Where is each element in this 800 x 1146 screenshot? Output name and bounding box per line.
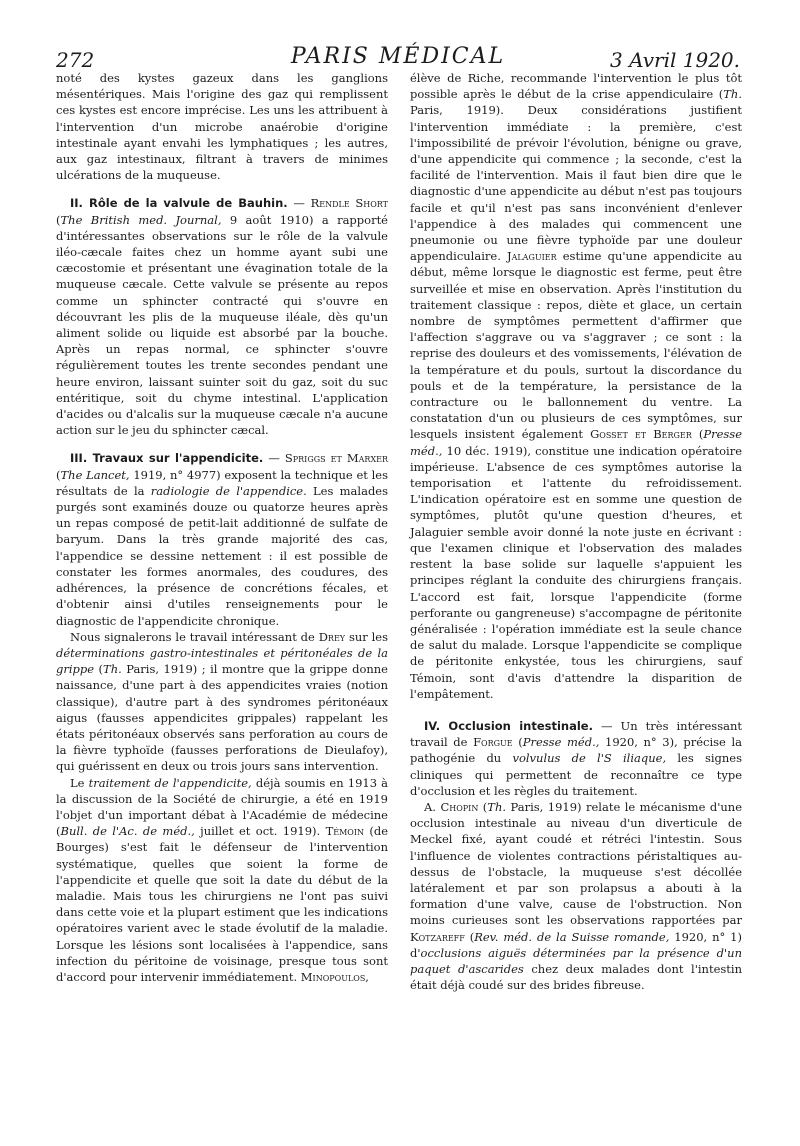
- section-2-title: II. Rôle de la valvule de Bauhin.: [70, 196, 288, 211]
- body-text: Paris, 1919) relate le mécanisme d'une occlusion intestinale au niveau d'un diverticule de Meckel fixé, ayant coudé et rétréci l'intestin. Sous l'influence de violentes contractions péristaltiques au-dessus de l'obstacle, la muqueuse s'est décollée latéralement et par son prolapsus a abouti à la formation d'une valve, cause de l'obstruction. Non moins curieuses sont les observations rapportées par: [410, 799, 742, 928]
- author-name: Témoin: [325, 824, 364, 839]
- author-name: Drey: [318, 629, 346, 644]
- author-name: Gosset et Berger: [590, 427, 692, 442]
- section-4-title: IV. Occlusion intestinale.: [424, 718, 593, 733]
- journal-ref: Presse méd.,: [410, 427, 742, 458]
- body-text: Paris, 1919). Deux considérations justifient l'intervention immédiate : la première, c'est l'impossibilité de prévoir l'évolution, bénigne ou grave, d'une appendicite qui commence ; la seconde, c'est la facilité de l'intervention. Mais il faut bien dire que le diagnostic d'une appendicite au début n'est pas toujours facile et qu'il n'est pas sans inconvénient d'enlever l'appendice à des malades qui commencent une pneumonie ou une fièvre typhoïde par une douleur appendiculaire.: [410, 103, 742, 264]
- author-name: Spriggs et Marxer: [284, 451, 388, 466]
- section-2-paragraph: II. Rôle de la valvule de Bauhin. — Rendle Short (The British med. Journal, 9 août 1910) a rapporté d'intéressantes observations sur le rôle de la valvule iléo-cæcale faites chez un homme ayant subi une cæcostomie et présentant une évagination totale de la muqueuse cæcale. Cette valvule se présente au repos comme un sphincter contracté qui s'ouvre en découvrant les plis de la muqueuse iléale, dès qu'un aliment solide ou liquide est absorbé par la bouche. Après un repas normal, ce sphincter s'ouvre régulièrement toutes les trente secondes pendant une heure environ, laissant suinter soit du gaz, soit du suc entéritique, soit du chyme intestinal. L'application d'acides ou d'alcalis sur la muqueuse cæcale n'a aucune action sur le jeu du sphincter cæcal.: [56, 196, 389, 438]
- section-3-title: III. Travaux sur l'appendicite.: [70, 451, 264, 466]
- author-name: Rendle Short: [310, 196, 389, 211]
- thesis-ref: Th.: [487, 799, 507, 814]
- treatment-paragraph: [56, 775, 388, 986]
- left-column: [56, 70, 388, 985]
- body-text: (de Bourges) s'est fait le défenseur de l'intervention systématique, quelles que soient la forme de l'appendicite et quelle que soit la date du début de la maladie. Mais tous les chirurgiens ne l'ont pas suivi dans cette voie et la plupart estiment que les indications opératoires varient avec le stade évolutif de la maladie. Lorsque les lésions sont localisées à l'appendice, sans infection du péritoine de voisinage, presque tous sont d'accord pour intervenir immédiatement.: [56, 824, 389, 984]
- body-text: juillet et oct. 1919).: [200, 824, 321, 839]
- chopin-paragraph: A. Chopin (Th. Paris, 1919) relate le mécanisme d'une occlusion intestinale au niveau d'un diverticule de Meckel fixé, ayant coudé et rétréci l'intestin. Sous l'influence de violentes contractions péristaltiques au-dessus de l'obstacle, la muqueuse s'est décollée latéralement et par son prolapsus a abouti à la formation d'une valve, cause de l'obstruction. Non moins curieuses sont les observations rapportées par Kotzareff (Rev. méd. de la Suisse romande, 1920, n° 1) d'occlusions aiguës déterminées par la présence d'un paquet d'ascarides chez deux malades dont l'intestin était déjà coudé sur des brides fibreuse.: [410, 799, 743, 993]
- topic-ref: occlusions aiguës déterminées par la présence d'un paquet d'ascarides: [410, 945, 742, 976]
- author-name: Forgue: [473, 735, 513, 750]
- thesis-ref: Th.: [723, 87, 742, 102]
- body-text: déjà soumis en 1913 à la discussion de la Société de chirurgie, a été en 1919 l'objet d'un important débat à l'Académie de médecine (: [56, 775, 389, 839]
- body-text: Un très intéressant travail de: [410, 718, 742, 750]
- drey-paragraph: Nous signalerons le travail intéressant de Drey sur les déterminations gastro-intestinales et péritonéales de la grippe (Th. Paris, 1919) ; il montre que la grippe donne naissance, d'une part à des appendicites vraies (notion classique), d'autre part à des syndromes péritonéaux aigus (fausses appendicites grippales) rappelant les états péritonéaux observés sans perforation au cours de la fièvre typhoïde (fausses perforations de Dieulafoy), qui guérissent en deux ou trois jours sans intervention.: [56, 629, 388, 774]
- body-text: 1920, n° 3), précise la pathogénie du: [410, 735, 742, 766]
- body-text: sur les: [348, 629, 388, 644]
- journal-title: PARIS MÉDICAL: [290, 44, 506, 69]
- continued-paragraph: élève de Riche, recommande l'intervention le plus tôt possible après le début de la crise appendiculaire (Th. Paris, 1919). Deux considérations justifient l'intervention immédiate : la première, c'est l'impossibilité de prévoir l'évolution, bénigne ou grave, d'une appendicite qui commence ; la seconde, c'est la facilité de l'intervention. Mais il faut bien dire que le diagnostic d'une appendicite au début n'est pas toujours facile et qu'il n'est pas sans inconvénient d'enlever l'appendice à des malades qui commencent une pneumonie ou une fièvre typhoïde par une douleur appendiculaire. Jalaguier estime qu'une appendicite au début, même lorsque le diagnostic est ferme, peut être surveillée et mise en observation. Après l'institution du traitement classique : repos, diète et glace, un certain nombre de symptômes permettent d'affirmer que l'affection s'aggrave ou va s'aggraver ; ce sont : la reprise des douleurs et des vomissements, l'élévation de la température et du pouls, surtout la discordance du pouls et de la température, la persistance de la contracture ou le ballonnement du ventre. La constatation d'un ou plusieurs de ces symptômes, sur lesquels insistent également Gosset et Berger (Presse méd., 10 déc. 1919), constitue une indication opératoire impérieuse. L'absence de ces symptômes autorise la temporisation et l'attente du refroidissement. L'indication opératoire est en somme une question de symptômes, plutôt qu'une question d'heures, et Jalaguier semble avoir donné la note juste en écrivant : que l'examen clinique et l'observation des malades restent la base solide sur laquelle s'appuient les principes réglant la conduite des chirurgiens français. L'accord est fait, lorsque l'appendicite (forme perforante ou gangreneuse) s'accompagne de péritonite généralisée : l'opération immédiate est la seule chance de salut du malade. Lorsque l'appendicite se complique de péritonite enkystée, tous les chirurgiens, sauf Témoin, sont d'avis d'attendre la disparition de l'empâtement.: [410, 71, 743, 701]
- thesis-ref: Th.: [103, 662, 122, 677]
- topic-ref: volvulus de l'S iliaque,: [512, 751, 667, 766]
- body-text: Le: [70, 775, 85, 790]
- journal-ref: The Lancet,: [60, 467, 130, 482]
- body-text: Nous signalerons le travail intéressant de: [70, 629, 315, 644]
- body-text: 1920, n° 1) d': [410, 929, 742, 960]
- body-text: 9 août 1910) a rapporté d'intéressantes observations sur le rôle de la valvule iléo-cæcale faites chez un homme ayant subi une cæcostomie et présentant une évagination totale de la muqueuse cæcale. Cette valvule se présente au repos comme un sphincter contracté qui s'ouvre en découvrant les plis de la muqueuse iléale, dès qu'un aliment solide ou liquide est absorbé par la bouche. Après un repas normal, ce sphincter s'ouvre régulièrement toutes les trente secondes pendant une heure environ, laissant suinter soit du gaz, soit du suc entéritique, soit du chyme intestinal. L'application d'acides ou d'alcalis sur la muqueuse cæcale n'a aucune action sur le jeu du sphincter cæcal.: [56, 212, 388, 438]
- author-name: Chopin: [440, 799, 479, 814]
- author-name: Minopoulos,: [300, 969, 369, 984]
- section-3-paragraph: III. Travaux sur l'appendicite. — Spriggs et Marxer (The Lancet, 1919, n° 4977) exposent la technique et les résultats de la radiologie de l'appendice. Les malades purgés sont examinés douze ou quatorze heures après un repas composé de petit-lait additionné de sulfate de baryum. Dans la très grande majorité des cas, l'appendice se dessine nettement : il est possible de constater les formes anormales, des coudures, des adhérences, la présence de concrétions fécales, et d'obtenir ainsi d'utiles renseignements pour le diagnostic de l'appendicite chronique.: [56, 451, 389, 628]
- author-name: Kotzareff: [410, 929, 465, 944]
- body-text: chez deux malades dont l'intestin était déjà coudé sur des brides fibreuse.: [410, 961, 743, 993]
- body-text: 1919, n° 4977) exposent la technique et les résultats de la: [56, 467, 389, 498]
- topic-ref: déterminations gastro-intestinales et péritonéales de la grippe: [56, 645, 388, 677]
- journal-ref: Bull. de l'Ac. de méd.,: [60, 824, 195, 839]
- body-text: 10 déc. 1919), constitue une indication opératoire impérieuse. L'absence de ces symptômes autorise la temporisation et l'attente du refroidissement. L'indication opératoire est en somme une question de symptômes, plutôt qu'une question d'heures, et Jalaguier semble avoir donné la note juste en écrivant : que l'examen clinique et l'observation des malades restent la base solide sur laquelle s'appuient les principes réglant la conduite des chirurgiens français. L'accord est fait, lorsque l'appendicite (forme perforante ou gangreneuse) s'accompagne de péritonite généralisée : l'opération immédiate est la seule chance de salut du malade. Lorsque l'appendicite se complique de péritonite enkystée, tous les chirurgiens, sauf Témoin, sont d'avis d'attendre la disparition de l'empâtement.: [410, 443, 742, 701]
- body-text: A.: [424, 799, 436, 814]
- body-text: estime qu'une appendicite au début, même lorsque le diagnostic est ferme, peut être surveillée et mise en observation. Après l'institution du traitement classique : repos, diète et glace, un certain nombre de symptômes permettent d'affirmer que l'affection s'aggrave ou va s'aggraver ; ce sont : la reprise des douleurs et des vomissements, l'élévation de la température et du pouls, surtout la discordance du pouls et de la température, la persistance de la contracture ou le ballonnement du ventre. La constatation d'un ou plusieurs de ces symptômes, sur lesquels insistent également: [410, 249, 743, 442]
- section-4-paragraph: IV. Occlusion intestinale. — Un très intéressant travail de Forgue (Presse méd., 1920, n° 3), précise la pathogénie du volvulus de l'S iliaque, les signes cliniques qui permettent de reconnaître ce type d'occlusion et les règles du traitement.: [410, 718, 743, 798]
- journal-ref: Rev. méd. de la Suisse romande,: [474, 929, 670, 944]
- intro-paragraph: noté des kystes gazeux dans les ganglions mésentériques. Mais l'origine des gaz qui remplissent ces kystes est encore imprécise. Les uns les attribuent à l'intervention d'un microbe anaérobie d'origine intestinale ayant envahi les lymphatiques ; les autres, aux gaz intestinaux, filtrant à travers de minimes ulcérations de la muqueuse.: [56, 71, 388, 183]
- body-text: les signes cliniques qui permettent de reconnaître ce type d'occlusion et les règles du traitement.: [410, 751, 743, 798]
- journal-ref: The British med. Journal,: [60, 212, 222, 227]
- issue-date: 3 Avril 1920.: [610, 48, 740, 72]
- right-column: [410, 70, 742, 993]
- author-name: Jalaguier: [506, 249, 557, 264]
- topic-ref: radiologie de l'appendice.: [150, 483, 307, 498]
- body-text: Les malades purgés sont examinés douze ou quatorze heures après un repas composé de petit-lait additionné de sulfate de baryum. Dans la très grande majorité des cas, l'appendice se dessine nettement : il est possible de constater les formes anormales, des coudures, des adhérences, la présence de concrétions fécales, et d'obtenir ainsi d'utiles renseignements pour le diagnostic de l'appendicite chronique.: [56, 483, 389, 628]
- topic-ref: traitement de l'appendicite,: [88, 775, 252, 790]
- body-text: élève de Riche, recommande l'intervention le plus tôt possible après le début de la crise appendiculaire (: [410, 71, 742, 102]
- page-header: [56, 44, 740, 72]
- body-text: Paris, 1919) ; il montre que la grippe donne naissance, d'une part à des appendicites vraies (notion classique), d'autre part à des syndromes péritonéaux aigus (fausses appendicites grippales) rappelant les états péritonéaux observés sans perforation au cours de la fièvre typhoïde (fausses perforations de Dieulafoy), qui guérissent en deux ou trois jours sans intervention.: [56, 662, 388, 774]
- journal-ref: Presse méd.,: [522, 735, 600, 750]
- page-number: 272: [56, 48, 95, 72]
